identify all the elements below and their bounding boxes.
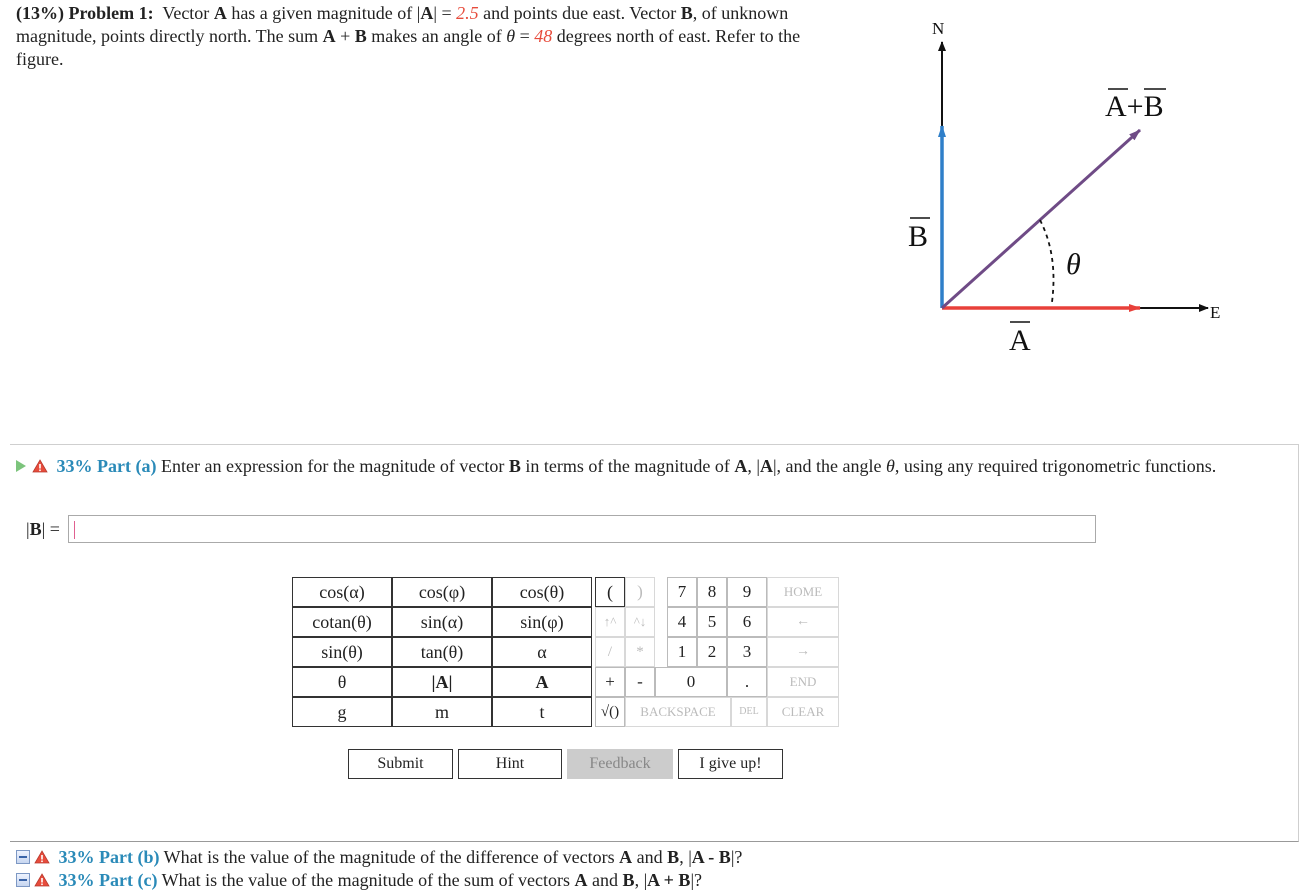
vector-a-label: A — [734, 456, 748, 476]
key-sin-theta[interactable]: sin(θ) — [292, 637, 392, 667]
vector-b-label: B — [667, 847, 680, 867]
answer-input[interactable] — [68, 515, 1096, 543]
warning-icon — [34, 873, 50, 887]
key-5[interactable]: 5 — [697, 607, 727, 637]
key-3[interactable]: 3 — [727, 637, 767, 667]
problem-text: has a given magnitude of | — [231, 3, 421, 23]
question-text: What is the value of the magnitude of the difference of vectors — [163, 847, 615, 867]
vector-a-label: A — [322, 26, 336, 46]
key-open-paren[interactable]: ( — [595, 577, 625, 607]
key-multiply[interactable]: * — [625, 637, 655, 667]
key-g[interactable]: g — [292, 697, 392, 727]
key-plus[interactable]: + — [595, 667, 625, 697]
key-4[interactable]: 4 — [667, 607, 697, 637]
warning-icon — [34, 850, 50, 864]
key-vector-a[interactable]: A — [492, 667, 592, 697]
key-sqrt[interactable]: √() — [595, 697, 625, 727]
vector-a-label: A — [619, 847, 633, 867]
key-m[interactable]: m — [392, 697, 492, 727]
expand-triangle-icon[interactable] — [16, 460, 26, 472]
part-a-percent: 33% Part (a) — [56, 456, 157, 476]
key-dot[interactable]: . — [727, 667, 767, 697]
vector-a-label: A — [420, 3, 434, 23]
sum-label: A+B — [1105, 90, 1164, 123]
key-cos-phi[interactable]: cos(φ) — [392, 577, 492, 607]
sum-expression: A + B — [647, 870, 691, 890]
part-c-question[interactable] — [16, 869, 702, 891]
key-1[interactable]: 1 — [667, 637, 697, 667]
key-magnitude-a[interactable]: |A| — [392, 667, 492, 697]
question-text: |? — [690, 870, 703, 890]
text-cursor — [74, 521, 75, 539]
vector-diagram — [890, 10, 1220, 360]
part-b-percent: 33% Part (b) — [58, 847, 160, 867]
key-cotan-theta[interactable]: cotan(θ) — [292, 607, 392, 637]
angle-arc — [1040, 220, 1054, 302]
warning-icon — [32, 459, 48, 473]
key-t[interactable]: t — [492, 697, 592, 727]
problem-text: , of unknown magnitude, points directly north. The sum — [16, 3, 789, 46]
key-tan-theta[interactable]: tan(θ) — [392, 637, 492, 667]
part-b-question[interactable] — [16, 846, 742, 868]
question-text: , | — [747, 456, 760, 476]
key-sin-phi[interactable]: sin(φ) — [492, 607, 592, 637]
problem-text: and points due east. Vector — [483, 3, 677, 23]
theta-label: θ — [1066, 248, 1081, 281]
equals-sign: = — [519, 26, 530, 46]
key-cos-theta[interactable]: cos(θ) — [492, 577, 592, 607]
key-up[interactable]: ↑^ — [595, 607, 625, 637]
key-6[interactable]: 6 — [727, 607, 767, 637]
answer-label — [26, 519, 60, 540]
east-label: E — [1210, 303, 1220, 322]
abs-bar: | — [26, 519, 30, 539]
question-text: What is the value of the magnitude of the sum of vectors — [161, 870, 571, 890]
theta-symbol: θ — [886, 456, 895, 476]
vector-sum-arrow — [942, 130, 1140, 308]
key-clear[interactable]: CLEAR — [767, 697, 839, 727]
hint-button[interactable]: Hint — [458, 749, 562, 779]
key-backspace[interactable]: BACKSPACE — [625, 697, 731, 727]
b-label: B — [908, 220, 929, 253]
collapsed-part-icon[interactable] — [16, 873, 30, 887]
key-cos-alpha[interactable]: cos(α) — [292, 577, 392, 607]
a-label: A — [1009, 324, 1031, 357]
key-alpha[interactable]: α — [492, 637, 592, 667]
key-right-arrow[interactable]: → — [767, 637, 839, 667]
problem-text: Vector — [162, 3, 210, 23]
key-divide[interactable]: / — [595, 637, 625, 667]
vector-a-label: A — [213, 3, 227, 23]
key-close-paren[interactable]: ) — [625, 577, 655, 607]
key-left-arrow[interactable]: ← — [767, 607, 839, 637]
vector-a-label: A — [574, 870, 588, 890]
vector-b-label: B — [680, 3, 693, 23]
key-minus[interactable]: - — [625, 667, 655, 697]
question-text: Enter an expression for the magnitude of vector — [160, 456, 505, 476]
key-end[interactable]: END — [767, 667, 839, 697]
key-9[interactable]: 9 — [727, 577, 767, 607]
part-c-percent: 33% Part (c) — [58, 870, 158, 890]
question-text: and — [636, 847, 663, 867]
key-sin-alpha[interactable]: sin(α) — [392, 607, 492, 637]
key-down[interactable]: ^↓ — [625, 607, 655, 637]
vector-b-label: B — [508, 456, 521, 476]
plus-sign: + — [340, 26, 351, 46]
magnitude-a-value: 2.5 — [456, 3, 479, 23]
key-del[interactable]: DEL — [731, 697, 767, 727]
theta-value: 48 — [534, 26, 553, 46]
vector-b-label: B — [354, 26, 367, 46]
north-label: N — [932, 19, 945, 38]
vector-b-label: B — [622, 870, 635, 890]
theta-symbol: θ — [506, 26, 516, 46]
question-text: , | — [634, 870, 648, 890]
equals-label: | = — [41, 519, 60, 539]
question-text: , using any required trigonometric functions. — [894, 456, 1217, 476]
key-2[interactable]: 2 — [697, 637, 727, 667]
key-theta[interactable]: θ — [292, 667, 392, 697]
key-0[interactable]: 0 — [655, 667, 727, 697]
difference-expression: A - B — [691, 847, 731, 867]
key-home[interactable]: HOME — [767, 577, 839, 607]
feedback-button[interactable]: Feedback — [567, 749, 673, 779]
question-text: in terms of the magnitude of — [525, 456, 730, 476]
problem-text: | = — [433, 3, 452, 23]
problem-text: makes an angle of — [371, 26, 502, 46]
collapsed-part-icon[interactable] — [16, 850, 30, 864]
problem-statement — [16, 2, 816, 71]
give-up-button[interactable]: I give up! — [678, 749, 783, 779]
key-8[interactable]: 8 — [697, 577, 727, 607]
question-text: |? — [730, 847, 743, 867]
problem-text: degrees north of east. Refer to the figure. — [16, 26, 801, 69]
submit-button[interactable]: Submit — [348, 749, 453, 779]
vector-b-label: B — [29, 519, 42, 539]
key-7[interactable]: 7 — [667, 577, 697, 607]
question-text: |, and the angle — [772, 456, 882, 476]
question-text: and — [592, 870, 619, 890]
vector-a-label: A — [759, 456, 773, 476]
question-text: , | — [679, 847, 692, 867]
part-a-question — [16, 454, 1291, 478]
problem-prefix: (13%) Problem 1: — [16, 3, 154, 23]
